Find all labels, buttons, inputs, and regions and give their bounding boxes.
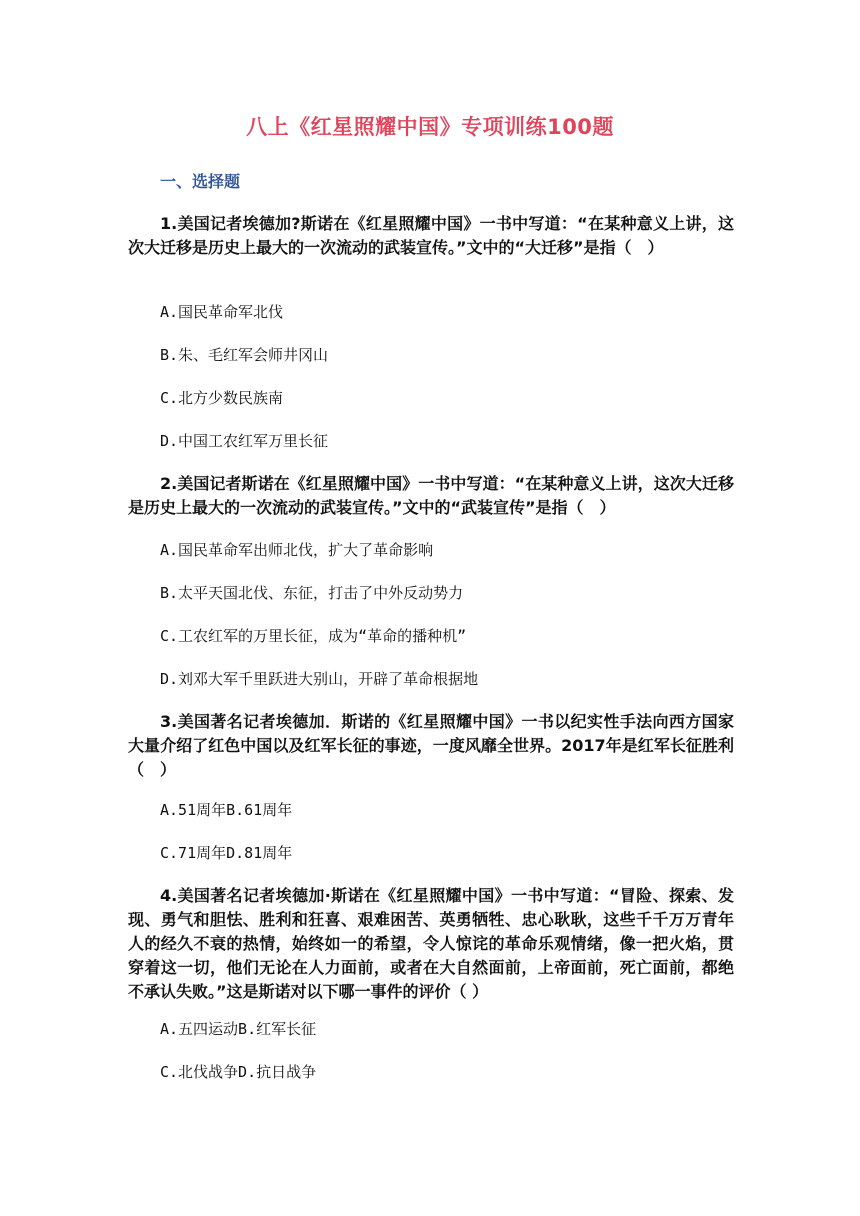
question-3-option-ab: A.51周年B.61周年 (160, 801, 293, 819)
question-1-stem: 1.美国记者埃德加?斯诺在《红星照耀中国》一书中写道：“在某种意义上讲，这次大迁移是历史上最大的一次流动的武装宣传。”文中的“大迁移”是指（ ） (128, 214, 734, 257)
question-4-stem: 4.美国著名记者埃德加·斯诺在《红星照耀中国》一书中写道：“冒险、探索、发现、勇气和胆怯、胜利和狂喜、艰难困苦、英勇牺牲、忠心耿耿，这些千千万万青年人的经久不衰的热情，始终如一的希望，令人惊诧的革命乐观情绪，像一把火焰，贯穿着这一切，他们无论在人力面前，或者在大自然面前，上帝面前，死亡面前，都绝不承认失败。”这是斯诺对以下哪一事件的评价（ ） (128, 886, 734, 1001)
question-1-option-b: B.朱、毛红军会师井冈山 (160, 346, 329, 364)
question-2-option-d: D.刘邓大军千里跃进大别山，开辟了革命根据地 (160, 670, 479, 688)
question-1-option-d: D.中国工农红军万里长征 (160, 432, 329, 450)
question-2-option-a: A.国民革命军出师北伐，扩大了革命影响 (160, 541, 434, 559)
question-2-option-b: B.太平天国北伐、东征，打击了中外反动势力 (160, 584, 464, 602)
document-title: 八上《红星照耀中国》专项训练100题 (246, 115, 614, 139)
section-heading: 一、选择题 (160, 172, 241, 191)
question-2-stem: 2.美国记者斯诺在《红星照耀中国》一书中写道：“在某种意义上讲，这次大迁移是历史上最大的一次流动的武装宣传。”文中的“武装宣传”是指（ ） (128, 474, 734, 517)
question-4-option-ab: A.五四运动B.红军长征 (160, 1020, 317, 1038)
question-3-stem: 3.美国著名记者埃德加．斯诺的《红星照耀中国》一书以纪实性手法向西方国家大量介绍了红色中国以及红军长征的事迹，一度风靡全世界。2017年是红军长征胜利（ ） (128, 712, 734, 779)
question-1-option-a: A.国民革命军北伐 (160, 303, 284, 321)
question-1-option-c: C.北方少数民族南 (160, 389, 284, 407)
question-4-option-cd: C.北伐战争D.抗日战争 (160, 1063, 317, 1081)
question-3-option-cd: C.71周年D.81周年 (160, 844, 293, 862)
question-2-option-c: C.工农红军的万里长征，成为“革命的播种机” (160, 627, 467, 645)
